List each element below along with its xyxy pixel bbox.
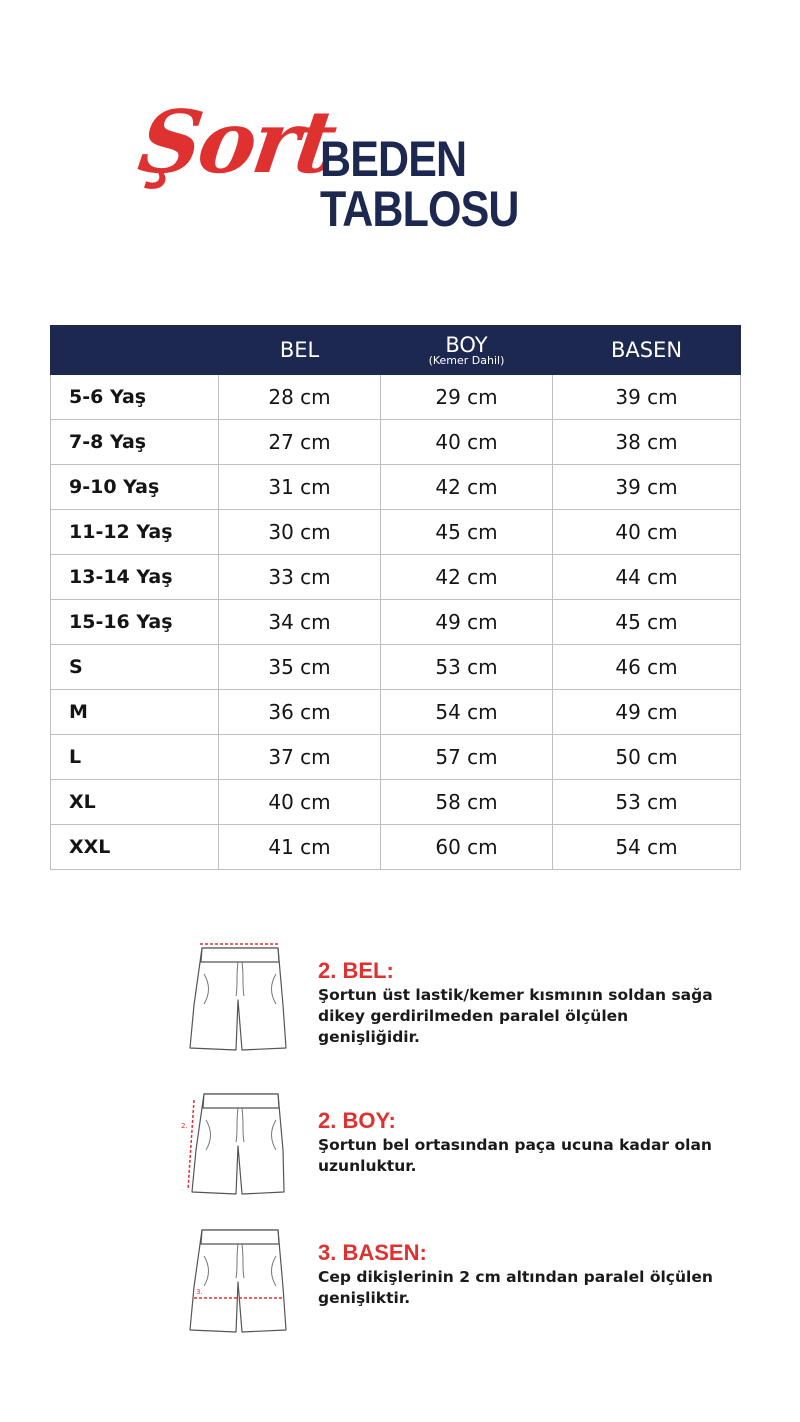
table-header (51, 326, 741, 375)
header-basen: BASEN (553, 326, 741, 375)
guide-basen (180, 1222, 720, 1342)
basen-cell: 53 cm (553, 780, 741, 825)
bel-cell: 34 cm (219, 600, 381, 645)
bel-cell: 35 cm (219, 645, 381, 690)
basen-cell: 54 cm (553, 825, 741, 870)
guide-bel-title: 2. BEL: (318, 958, 394, 983)
bel-cell: 33 cm (219, 555, 381, 600)
size-label-cell: 5-6 Yaş (51, 375, 219, 420)
bel-cell: 40 cm (219, 780, 381, 825)
size-label-cell: 13-14 Yaş (51, 555, 219, 600)
basen-cell: 44 cm (553, 555, 741, 600)
table-body (51, 375, 741, 870)
table-row (51, 465, 741, 510)
basen-cell: 45 cm (553, 600, 741, 645)
guide-boy-desc: Şortun bel ortasından paça ucuna kadar olan uzunluktur. (318, 1136, 712, 1175)
page-title (132, 92, 660, 237)
size-label-cell: M (51, 690, 219, 735)
bel-cell: 30 cm (219, 510, 381, 555)
basen-cell: 38 cm (553, 420, 741, 465)
boy-cell: 40 cm (381, 420, 553, 465)
table-row (51, 825, 741, 870)
boy-cell: 58 cm (381, 780, 553, 825)
size-label-cell: 15-16 Yaş (51, 600, 219, 645)
bel-cell: 37 cm (219, 735, 381, 780)
size-label-cell: 7-8 Yaş (51, 420, 219, 465)
shorts-waist-icon (180, 940, 300, 1060)
table-row (51, 555, 741, 600)
table-row (51, 375, 741, 420)
guide-bel (180, 940, 720, 1060)
size-label-cell: XL (51, 780, 219, 825)
bel-cell: 31 cm (219, 465, 381, 510)
header-bel: BEL (219, 326, 381, 375)
table-row (51, 780, 741, 825)
bel-cell: 41 cm (219, 825, 381, 870)
header-boy-note: (Kemer Dahil) (428, 354, 505, 367)
table-row (51, 510, 741, 555)
header-boy: BOY (Kemer Dahil) (381, 326, 553, 375)
table-row (51, 690, 741, 735)
basen-cell: 39 cm (553, 375, 741, 420)
table-header-row (51, 326, 741, 375)
boy-cell: 54 cm (381, 690, 553, 735)
size-label-cell: XXL (51, 825, 219, 870)
size-label-cell: 11-12 Yaş (51, 510, 219, 555)
bel-cell: 28 cm (219, 375, 381, 420)
boy-cell: 57 cm (381, 735, 553, 780)
boy-cell: 29 cm (381, 375, 553, 420)
bel-cell: 27 cm (219, 420, 381, 465)
table-row (51, 735, 741, 780)
shorts-hip-icon (180, 1222, 300, 1342)
size-label-cell: 9-10 Yaş (51, 465, 219, 510)
boy-cell: 49 cm (381, 600, 553, 645)
guide-basen-title: 3. BASEN: (318, 1240, 427, 1265)
guide-boy (180, 1090, 720, 1210)
size-label-cell: L (51, 735, 219, 780)
guide-basen-marker: 3. (196, 1288, 203, 1296)
basen-cell: 50 cm (553, 735, 741, 780)
guide-basen-desc: Cep dikişlerinin 2 cm altından paralel ölçülen genişliktir. (318, 1268, 713, 1307)
basen-cell: 46 cm (553, 645, 741, 690)
table-row (51, 645, 741, 690)
header-size (51, 326, 219, 375)
guide-boy-title: 2. BOY: (318, 1108, 396, 1133)
boy-cell: 60 cm (381, 825, 553, 870)
boy-cell: 42 cm (381, 465, 553, 510)
boy-cell: 45 cm (381, 510, 553, 555)
table-row (51, 420, 741, 465)
basen-cell: 40 cm (553, 510, 741, 555)
table-row (51, 600, 741, 645)
basen-cell: 49 cm (553, 690, 741, 735)
shorts-length-icon (180, 1090, 300, 1210)
title-script-word: Şort (132, 92, 340, 193)
guide-boy-marker: 2. (181, 1122, 188, 1130)
title-block-word: BEDEN TABLOSU (320, 131, 519, 237)
bel-cell: 36 cm (219, 690, 381, 735)
boy-cell: 53 cm (381, 645, 553, 690)
guide-bel-desc: Şortun üst lastik/kemer kısmının soldan sağa dikey gerdirilmeden paralel ölçülen genişliğidir. (318, 986, 713, 1046)
size-label-cell: S (51, 645, 219, 690)
size-chart-table (50, 325, 741, 870)
basen-cell: 39 cm (553, 465, 741, 510)
boy-cell: 42 cm (381, 555, 553, 600)
